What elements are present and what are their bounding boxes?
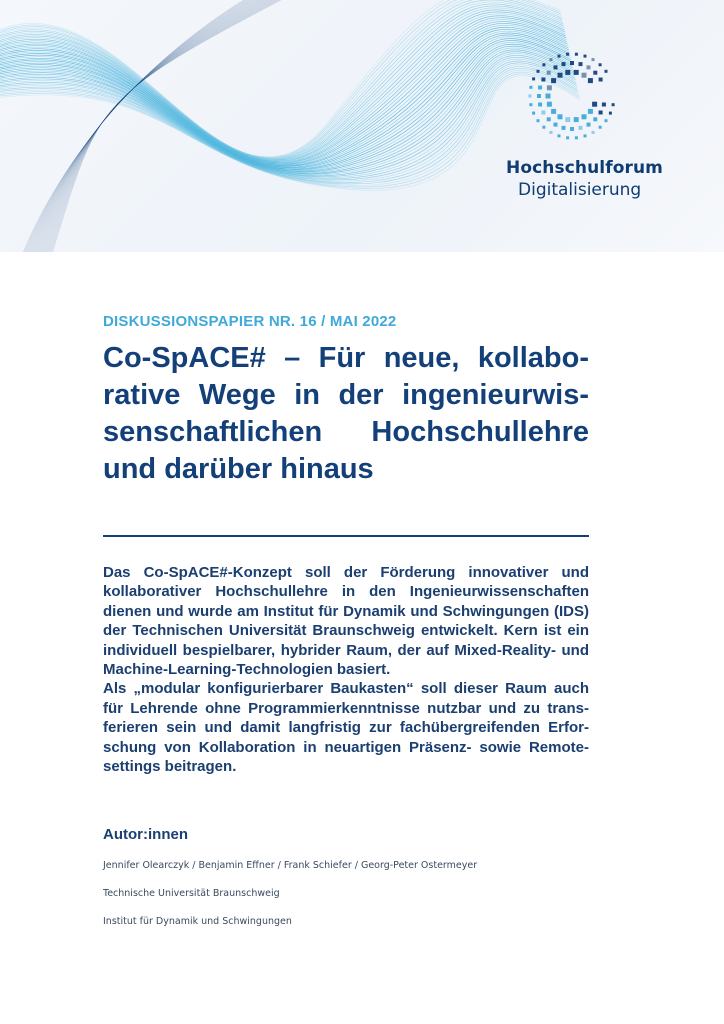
logo-pixel: [579, 62, 583, 66]
logo-pixel: [575, 53, 578, 56]
logo-pixel: [538, 103, 542, 107]
title-divider: [103, 535, 589, 537]
logo-pixel: [593, 117, 597, 121]
logo-pixel: [529, 95, 532, 98]
wave-line: [0, 10, 564, 161]
logo-pixel: [550, 131, 553, 134]
logo-pixel: [582, 114, 587, 119]
logo-pixel: [599, 63, 602, 66]
wave-line: [28, 0, 271, 252]
logo-pixel: [541, 78, 545, 82]
logo-pixel: [566, 53, 569, 56]
logo-pixel: [532, 112, 535, 115]
logo-pixel: [599, 111, 603, 115]
logo-pixel: [532, 77, 535, 80]
logo-pixel: [529, 86, 532, 89]
pixel-ring-logo-icon: [520, 38, 630, 148]
logo-pixel: [587, 65, 591, 69]
logo-pixel: [547, 117, 551, 121]
logo-pixel: [609, 112, 612, 115]
logo-pixel: [562, 126, 566, 130]
institute-name: Institut für Dynamik und Schwingungen: [103, 916, 292, 927]
hero-banner: [0, 0, 724, 252]
wave-line: [36, 0, 281, 252]
wave-line: [40, 0, 287, 252]
wave-line: [42, 0, 289, 252]
logo-pixel: [562, 62, 566, 66]
logo-pixel: [592, 58, 595, 61]
university-name: Technische Universität Braunschweig: [103, 888, 280, 899]
logo-pixel: [599, 78, 603, 82]
logo-pixel: [537, 119, 540, 122]
abstract-paragraph-1: Das Co-SpACE#-Konzept soll der Förderung innovativer und kollaborativer Hochschullehre in den Ingenieurwissenschaften dienen und wurde am Institut für Dynamik und Schwingungen (IDS) der Technischen Universität Braunschweig entwickelt. Kern ist ein individuell bespielbarer, hybrider Raum, der auf Mixed-Reality- und Machine-Learning-Technologien basiert.: [103, 564, 589, 679]
wave-line: [31, 0, 275, 252]
logo-pixel: [592, 102, 597, 107]
logo-pixel: [570, 127, 574, 131]
logo-pixel: [547, 102, 552, 107]
abstract-paragraph-2: Als „modular konfigurierbarer Baukasten“ soll dieser Raum auch für Lehrende ohne Programmierkenntnisse nutzbar und zu trans-ferieren sein und damit langfristig zur fachübergreifenden Erfor-schung von Kollaboration in neuartigen Präsenz- sowie Remote-settings beitragen.: [103, 680, 589, 776]
logo-pixel: [570, 61, 574, 65]
wave-line: [21, 0, 261, 252]
logo-pixel: [574, 117, 579, 122]
logo-pixel: [612, 103, 615, 106]
logo-pixel: [575, 136, 578, 139]
logo-pixel: [587, 123, 591, 127]
logo-pixel: [565, 70, 570, 75]
document-title: Co-SpACE# – Für neue, kollabo-rative Wege in der ingenieurwis-senschaftlichen Hochschullehre und darüber hinaus: [103, 342, 589, 485]
wave-line: [0, 22, 567, 165]
wave-line: [0, 0, 562, 159]
logo-pixel: [565, 117, 570, 122]
logo-pixel: [558, 73, 563, 78]
logo-pixel: [558, 114, 563, 119]
logo-pixel: [605, 119, 608, 122]
logo-pixel: [542, 63, 545, 66]
logo-pixel: [602, 103, 606, 107]
logo-pixel: [538, 86, 542, 90]
logo-pixel: [588, 109, 593, 114]
logo-pixel: [592, 131, 595, 134]
wave-line: [37, 0, 283, 252]
authors-heading: Autor:innen: [103, 826, 188, 843]
logo-pixel: [599, 126, 602, 129]
logo-pixel: [542, 126, 545, 129]
logo-pixel: [584, 134, 587, 137]
logo-pixel: [605, 70, 608, 73]
logo-pixel: [588, 78, 593, 83]
logo-pixel: [546, 94, 551, 99]
logo-pixel: [550, 58, 553, 61]
logo-pixel: [566, 136, 569, 139]
brand-name-line1: Hochschulforum: [506, 158, 663, 178]
logo-pixel: [554, 123, 558, 127]
logo-pixel: [547, 71, 551, 75]
logo-pixel: [537, 70, 540, 73]
logo-pixel: [551, 109, 556, 114]
logo-pixel: [558, 55, 561, 58]
wave-line: [0, 14, 565, 162]
logo-pixel: [593, 71, 597, 75]
logo-pixel: [574, 70, 579, 75]
logo-pixel: [582, 73, 587, 78]
logo-pixel: [541, 111, 545, 115]
wave-line: [32, 0, 276, 252]
logo-pixel: [547, 85, 552, 90]
logo-pixel: [584, 55, 587, 58]
logo-pixel: [558, 134, 561, 137]
logo-pixel: [579, 126, 583, 130]
logo-pixel: [529, 103, 532, 106]
logo-pixel: [551, 78, 556, 83]
authors-list: Jennifer Olearczyk / Benjamin Effner / Frank Schiefer / Georg-Peter Ostermeyer: [103, 860, 478, 871]
logo-pixel: [537, 94, 541, 98]
abstract: [103, 563, 589, 776]
series-label: DISKUSSIONSPAPIER NR. 16 / MAI 2022: [103, 313, 397, 330]
brand-name-line2: Digitalisierung: [518, 180, 642, 200]
logo-pixel: [554, 65, 558, 69]
